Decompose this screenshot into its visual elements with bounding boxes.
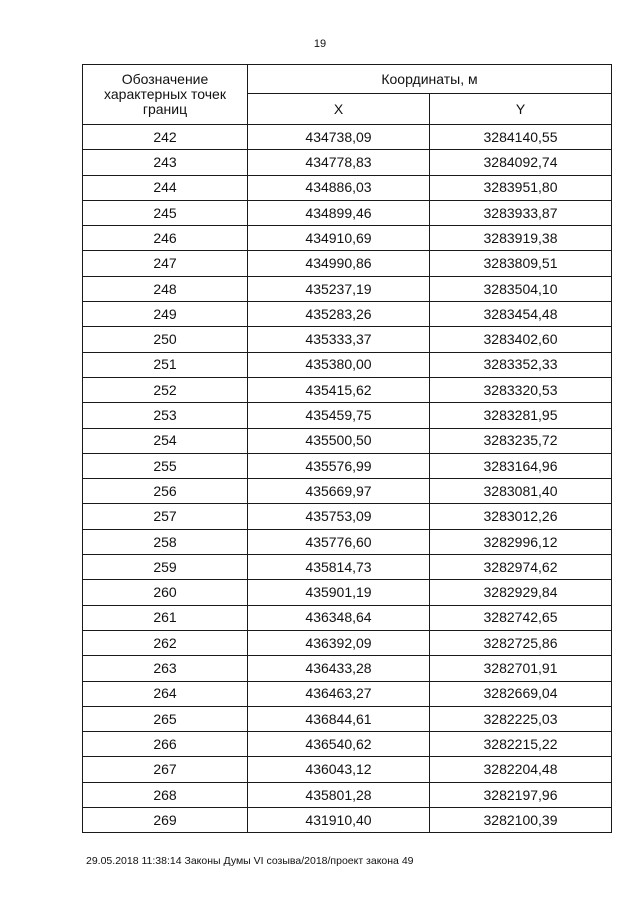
point-id-cell: 251 (83, 352, 248, 377)
y-coordinate-cell: 3283809,51 (430, 251, 612, 276)
y-coordinate-cell: 3283919,38 (430, 226, 612, 251)
table-row (83, 605, 612, 630)
x-coordinate-cell: 434990,86 (248, 251, 430, 276)
y-coordinate-cell: 3282742,65 (430, 605, 612, 630)
y-coordinate-cell: 3282974,62 (430, 555, 612, 580)
point-id-cell: 259 (83, 555, 248, 580)
point-id-cell: 244 (83, 175, 248, 200)
x-coordinate-cell: 435459,75 (248, 403, 430, 428)
y-coordinate-cell: 3284140,55 (430, 125, 612, 150)
table-row (83, 175, 612, 200)
x-coordinate-cell: 435500,50 (248, 428, 430, 453)
point-id-cell: 260 (83, 580, 248, 605)
x-coordinate-cell: 434738,09 (248, 125, 430, 150)
y-coordinate-cell: 3284092,74 (430, 150, 612, 175)
y-coordinate-cell: 3282929,84 (430, 580, 612, 605)
point-id-cell: 264 (83, 681, 248, 706)
table-body (83, 125, 612, 833)
x-coordinate-cell: 435901,19 (248, 580, 430, 605)
x-coordinate-cell: 436392,09 (248, 630, 430, 655)
point-id-cell: 269 (83, 808, 248, 833)
table-row (83, 403, 612, 428)
point-id-cell: 249 (83, 302, 248, 327)
x-coordinate-cell: 435801,28 (248, 782, 430, 807)
point-id-cell: 263 (83, 656, 248, 681)
y-coordinate-cell: 3283235,72 (430, 428, 612, 453)
y-coordinate-cell: 3283320,53 (430, 377, 612, 402)
x-coordinate-cell: 436540,62 (248, 732, 430, 757)
x-coordinate-cell: 435333,37 (248, 327, 430, 352)
point-id-cell: 252 (83, 377, 248, 402)
table-row (83, 428, 612, 453)
header-y: Y (430, 93, 612, 124)
table-row (83, 580, 612, 605)
point-id-cell: 256 (83, 479, 248, 504)
x-coordinate-cell: 434886,03 (248, 175, 430, 200)
table-row (83, 251, 612, 276)
y-coordinate-cell: 3282204,48 (430, 757, 612, 782)
point-id-cell: 262 (83, 630, 248, 655)
x-coordinate-cell: 434910,69 (248, 226, 430, 251)
table-row (83, 200, 612, 225)
x-coordinate-cell: 435669,97 (248, 479, 430, 504)
x-coordinate-cell: 435776,60 (248, 529, 430, 554)
point-id-cell: 243 (83, 150, 248, 175)
table-row (83, 327, 612, 352)
table-row (83, 808, 612, 833)
y-coordinate-cell: 3282996,12 (430, 529, 612, 554)
y-coordinate-cell: 3283164,96 (430, 453, 612, 478)
table-row (83, 529, 612, 554)
point-id-cell: 248 (83, 276, 248, 301)
y-coordinate-cell: 3282215,22 (430, 732, 612, 757)
y-coordinate-cell: 3283081,40 (430, 479, 612, 504)
y-coordinate-cell: 3283281,95 (430, 403, 612, 428)
table-row (83, 352, 612, 377)
x-coordinate-cell: 435415,62 (248, 377, 430, 402)
table-row (83, 656, 612, 681)
point-id-cell: 250 (83, 327, 248, 352)
point-id-cell: 255 (83, 453, 248, 478)
point-id-cell: 246 (83, 226, 248, 251)
y-coordinate-cell: 3282669,04 (430, 681, 612, 706)
y-coordinate-cell: 3283454,48 (430, 302, 612, 327)
point-id-cell: 247 (83, 251, 248, 276)
point-id-cell: 266 (83, 732, 248, 757)
y-coordinate-cell: 3282725,86 (430, 630, 612, 655)
point-id-cell: 268 (83, 782, 248, 807)
table-row (83, 681, 612, 706)
x-coordinate-cell: 435380,00 (248, 352, 430, 377)
table-row (83, 276, 612, 301)
y-coordinate-cell: 3283933,87 (430, 200, 612, 225)
table-row (83, 453, 612, 478)
table-row (83, 555, 612, 580)
point-id-cell: 254 (83, 428, 248, 453)
table-row (83, 706, 612, 731)
y-coordinate-cell: 3282225,03 (430, 706, 612, 731)
table-row (83, 630, 612, 655)
footer-text: 29.05.2018 11:38:14 Законы Думы VI созыва/2018/проект закона 49 (86, 855, 414, 867)
y-coordinate-cell: 3283951,80 (430, 175, 612, 200)
x-coordinate-cell: 434778,83 (248, 150, 430, 175)
point-id-cell: 257 (83, 504, 248, 529)
x-coordinate-cell: 435814,73 (248, 555, 430, 580)
table-row (83, 125, 612, 150)
y-coordinate-cell: 3282701,91 (430, 656, 612, 681)
x-coordinate-cell: 435283,26 (248, 302, 430, 327)
x-coordinate-cell: 436844,61 (248, 706, 430, 731)
x-coordinate-cell: 434899,46 (248, 200, 430, 225)
header-x: X (248, 93, 430, 124)
point-id-cell: 267 (83, 757, 248, 782)
x-coordinate-cell: 431910,40 (248, 808, 430, 833)
table-row (83, 782, 612, 807)
y-coordinate-cell: 3282197,96 (430, 782, 612, 807)
point-id-cell: 245 (83, 200, 248, 225)
header-designation: Обозначение характерных точек границ (83, 65, 248, 125)
table-row (83, 377, 612, 402)
point-id-cell: 265 (83, 706, 248, 731)
point-id-cell: 242 (83, 125, 248, 150)
y-coordinate-cell: 3283352,33 (430, 352, 612, 377)
x-coordinate-cell: 435576,99 (248, 453, 430, 478)
table-row (83, 504, 612, 529)
y-coordinate-cell: 3282100,39 (430, 808, 612, 833)
table-row (83, 732, 612, 757)
header-coordinates: Координаты, м (248, 65, 612, 94)
table-row (83, 302, 612, 327)
x-coordinate-cell: 435753,09 (248, 504, 430, 529)
table-row (83, 479, 612, 504)
coordinates-table (82, 64, 612, 833)
point-id-cell: 253 (83, 403, 248, 428)
y-coordinate-cell: 3283504,10 (430, 276, 612, 301)
table-row (83, 226, 612, 251)
x-coordinate-cell: 436043,12 (248, 757, 430, 782)
x-coordinate-cell: 436433,28 (248, 656, 430, 681)
x-coordinate-cell: 436463,27 (248, 681, 430, 706)
x-coordinate-cell: 435237,19 (248, 276, 430, 301)
x-coordinate-cell: 436348,64 (248, 605, 430, 630)
y-coordinate-cell: 3283012,26 (430, 504, 612, 529)
page-number: 19 (313, 38, 327, 50)
table-row (83, 757, 612, 782)
point-id-cell: 258 (83, 529, 248, 554)
table-row (83, 150, 612, 175)
y-coordinate-cell: 3283402,60 (430, 327, 612, 352)
point-id-cell: 261 (83, 605, 248, 630)
